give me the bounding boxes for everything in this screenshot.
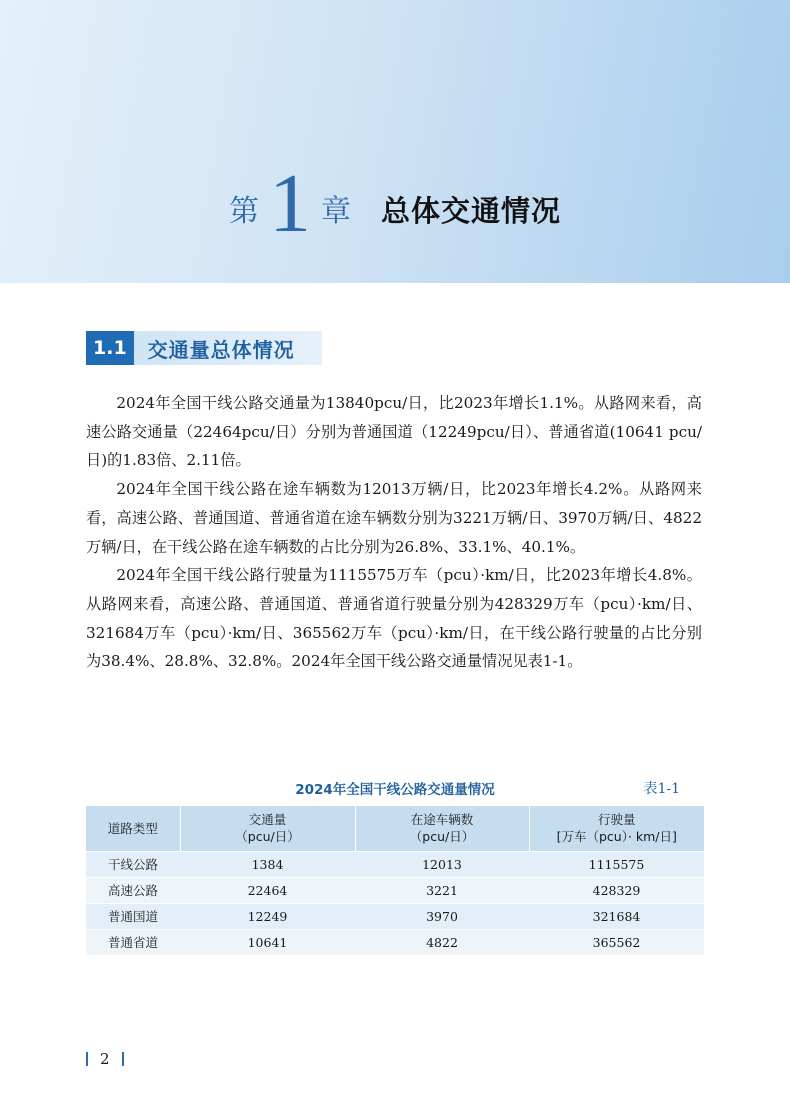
paragraph: 2024年全国干线公路在途车辆数为12013万辆/日，比2023年增长4.2%。从路网来看，高速公路、普通国道、普通省道在途车辆数分别为3221万辆/日、3970万辆/日、4822万辆/日，在干线公路在途车辆数的占比分别为26.8%、33.1%、40.1%。 — [86, 480, 702, 556]
table-header-row — [86, 806, 704, 851]
page-number-bar-left — [86, 1052, 88, 1066]
section-title: 交通量总体情况 — [134, 331, 322, 365]
table-cell: 12013 — [355, 851, 529, 877]
table-cell: 365562 — [529, 929, 704, 955]
chapter-suffix: 章 — [320, 194, 351, 229]
table-caption — [86, 778, 704, 800]
table-cell: 1115575 — [529, 851, 704, 877]
chapter-number: 1 — [268, 157, 311, 250]
table-cell: 22464 — [180, 877, 355, 903]
page-number — [86, 1050, 124, 1068]
chapter-prefix: 第 — [228, 194, 259, 229]
table-cell: 高速公路 — [86, 877, 180, 903]
paragraph: 2024年全国干线公路行驶量为1115575万车（pcu）·km/日，比2023年增长4.8%。从路网来看，高速公路、普通国道、普通省道行驶量分别为428329万车（pcu）·km/日、321684万车（pcu）·km/日、365562万车（pcu）·km/日，在干线公路行驶量的占比分别为38.4%、28.8%、32.8%。2024年全国干线公路交通量情况见表1-1。 — [86, 566, 702, 671]
table-number: 表1-1 — [643, 781, 680, 797]
table-cell: 3221 — [355, 877, 529, 903]
table-cell: 12249 — [180, 903, 355, 929]
table-cell: 428329 — [529, 877, 704, 903]
chapter-header-banner — [0, 0, 790, 283]
body-text — [86, 389, 702, 676]
paragraph: 2024年全国干线公路交通量为13840pcu/日，比2023年增长1.1%。从路网来看，高速公路交通量（22464pcu/日）分别为普通国道（12249pcu/日）、普通省道(10641 pcu/日)的1.83倍、2.11倍。 — [86, 394, 702, 470]
table-cell: 1384 — [180, 851, 355, 877]
table-row — [86, 877, 704, 903]
chapter-title — [0, 157, 790, 250]
header-road-type: 道路类型 — [86, 806, 180, 851]
chapter-name: 总体交通情况 — [380, 194, 561, 228]
page-number-value: 2 — [100, 1050, 110, 1068]
header-traffic-volume: 交通量 （pcu/日） — [180, 806, 355, 851]
table-title: 2024年全国干线公路交通量情况 — [295, 782, 495, 798]
table-row — [86, 851, 704, 877]
header-vehicle-km: 行驶量 [万车（pcu）· km/日] — [529, 806, 704, 851]
traffic-volume-table — [86, 806, 704, 955]
page-number-bar-right — [122, 1052, 124, 1066]
table-cell: 3970 — [355, 903, 529, 929]
table-cell: 干线公路 — [86, 851, 180, 877]
header-vehicles-en-route: 在途车辆数 （pcu/日） — [355, 806, 529, 851]
table-cell: 普通国道 — [86, 903, 180, 929]
table-cell: 4822 — [355, 929, 529, 955]
table-cell: 普通省道 — [86, 929, 180, 955]
table-cell: 10641 — [180, 929, 355, 955]
table-row — [86, 929, 704, 955]
section-heading — [86, 329, 326, 367]
section-number: 1.1 — [86, 331, 134, 365]
table-row — [86, 903, 704, 929]
table-cell: 321684 — [529, 903, 704, 929]
